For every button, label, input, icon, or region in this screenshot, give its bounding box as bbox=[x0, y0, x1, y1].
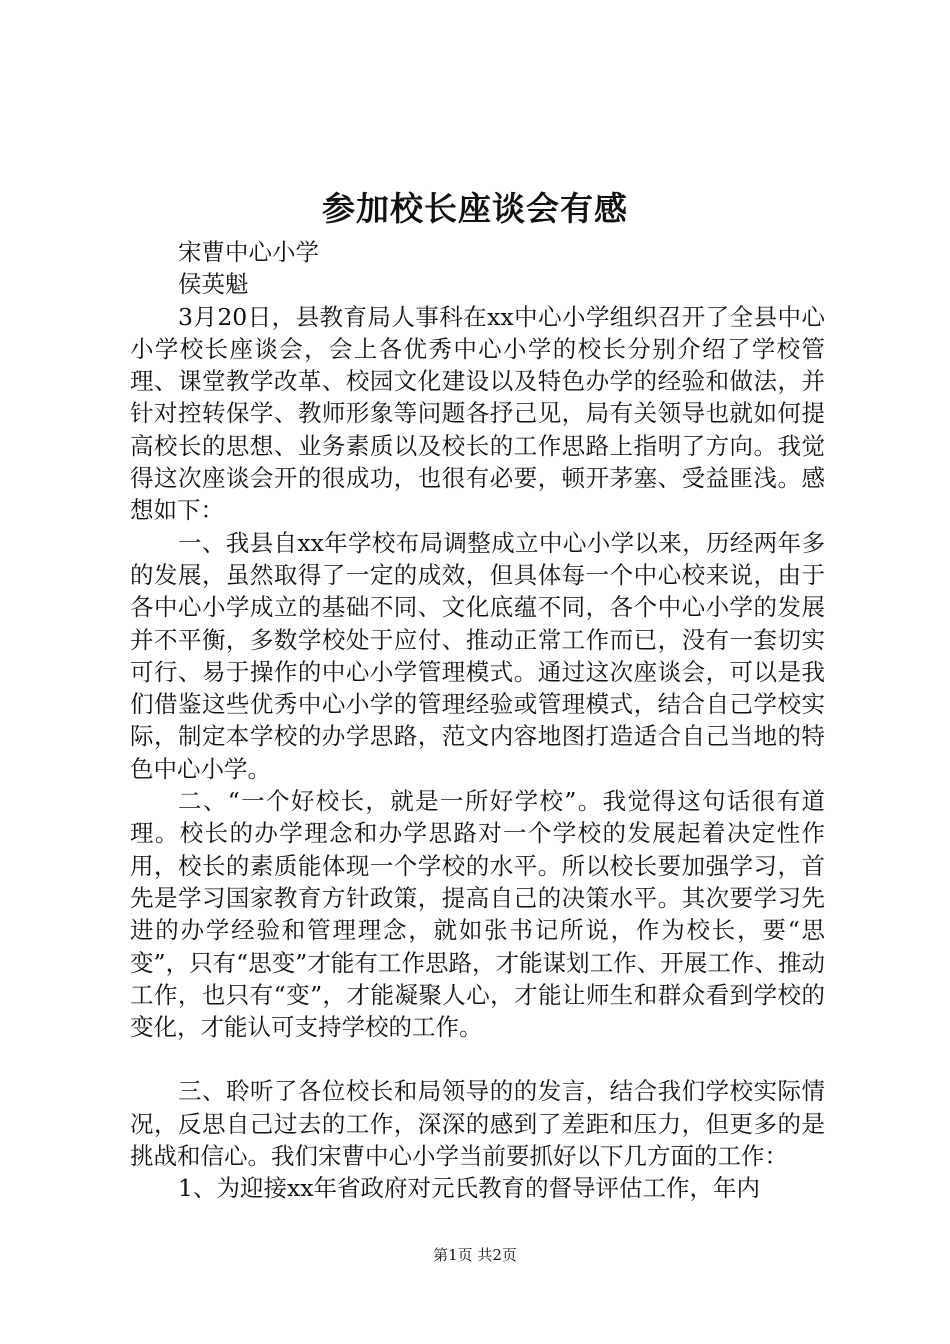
paragraph-intro: 3月20日，县教育局人事科在xx中心小学组织召开了全县中心小学校长座谈会，会上各优秀中心小学的校长分别介绍了学校管理、课堂教学改革、校园文化建设以及特色办学的经验和做法，并针对控转保学、教师形象等问题各抒己见，局有关领导也就如何提高校长的思想、业务素质以及校长的工作思路上指明了方向。我觉得这次座谈会开的很成功，也很有必要，顿开茅塞、受益匪浅。感想如下： bbox=[130, 302, 825, 525]
paragraph-item-one: 1、为迎接xx年省政府对元氏教育的督导评估工作，年内 bbox=[178, 1174, 760, 1203]
paragraph-point-three: 三、聆听了各位校长和局领导的的发言，结合我们学校实际情况，反思自己过去的工作，深深的感到了差距和压力，但更多的是挑战和信心。我们宋曹中心小学当前要抓好以下几方面的工作： bbox=[130, 1077, 825, 1171]
author-name: 侯英魁 bbox=[178, 270, 249, 299]
paragraph-point-two: 二、“一个好校长，就是一所好学校”。我觉得这句话很有道理。校长的办学理念和办学思路对一个学校的发展起着决定性作用，校长的素质能体现一个学校的水平。所以校长要加强学习，首先是学习国家教育方针政策，提高自己的决策水平。其次要学习先进的办学经验和管理理念，就如张书记所说，作为校长，要“思变”，只有“思变”才能有工作思路，才能谋划工作、开展工作、推动工作，也只有“变”，才能凝聚人心，才能让师生和群众看到学校的变化，才能认可支持学校的工作。 bbox=[130, 787, 825, 1042]
paragraph-spacer bbox=[130, 1043, 825, 1075]
document-body bbox=[130, 236, 825, 1205]
school-name: 宋曹中心小学 bbox=[178, 238, 319, 266]
paragraph-point-one: 一、我县自xx年学校布局调整成立中心小学以来，历经两年多的发展，虽然取得了一定的成效，但具体每一个中心校来说，由于各中心小学成立的基础不同、文化底蕴不同，各个中心小学的发展并不平衡，多数学校处于应付、推动正常工作而已，没有一套切实可行、易于操作的中心小学管理模式。通过这次座谈会，可以是我们借鉴这些优秀中心小学的管理经验或管理模式，结合自己学校实际，制定本学校的办学思路，范文内容地图打造适合自己当地的特色中心小学。 bbox=[130, 528, 825, 783]
document-title: 参加校长座谈会有感 bbox=[322, 189, 628, 228]
page-number: 第1页 共2页 bbox=[433, 1246, 517, 1264]
